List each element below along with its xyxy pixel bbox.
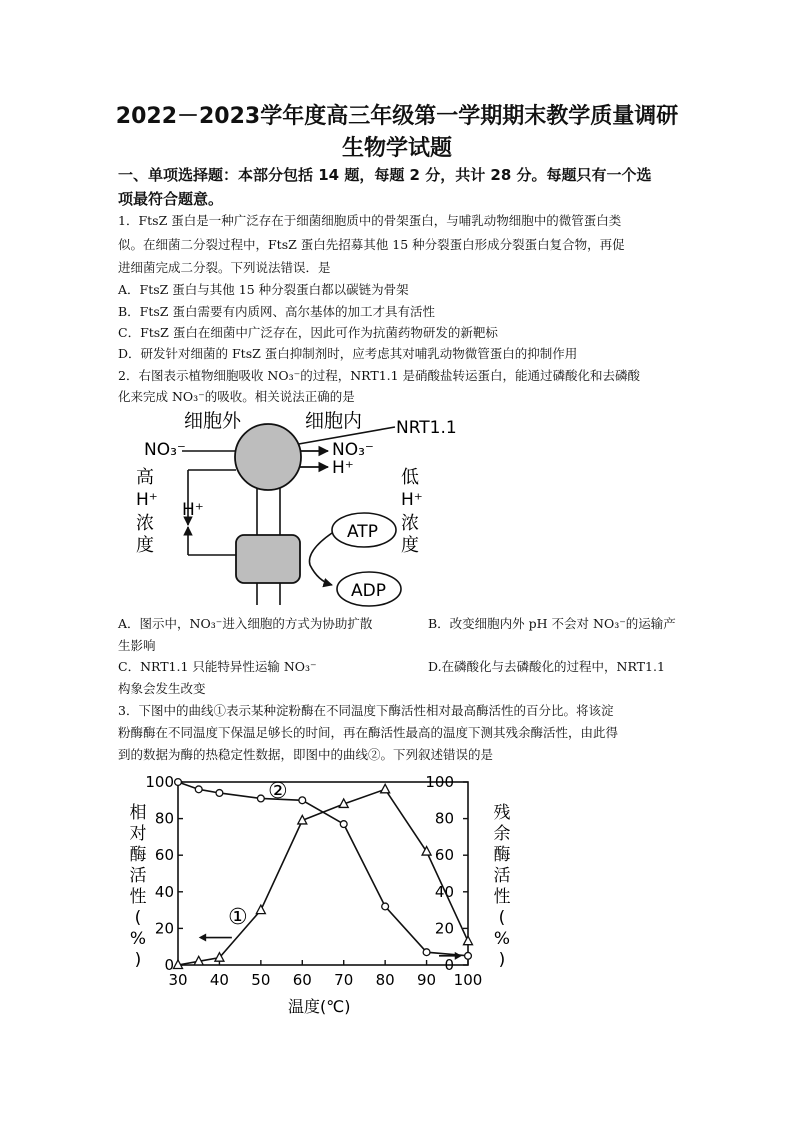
y-left-tick-label: 60 [154, 846, 174, 865]
section-heading-line1: 一、单项选择题：本部分包括 14 题，每题 2 分，共计 28 分。每题只有一个选 [118, 166, 652, 184]
q1-option-b: B．FtsZ 蛋白需要有内质网、高尔基体的加工才具有活性 [118, 304, 435, 319]
series-1-line [178, 789, 468, 965]
y-right-tick-label: 100 [425, 773, 454, 791]
y-right-axis-label-char: 活 [493, 866, 511, 886]
y-left-axis-label-char: 酶 [129, 845, 147, 865]
series-1-label: ① [228, 905, 248, 930]
q1-stem-line1: 1．FtsZ 蛋白是一种广泛存在于细菌细胞质中的骨架蛋白，与哺乳动物细胞中的微管蛋白类 [118, 213, 622, 228]
y-left-tick-label: 80 [154, 809, 174, 828]
y-right-tick-label: 20 [434, 919, 454, 938]
q1-stem-line3: 进细菌完成二分裂。下列说法错误．是 [118, 260, 331, 275]
y-left-axis-label-char: 相 [129, 803, 147, 823]
right-axis-pointer-head [455, 952, 462, 960]
y-left-axis-label-char: ( [134, 908, 142, 928]
adp-label: ADP [351, 581, 386, 601]
y-right-axis-label-char: 酶 [493, 845, 511, 865]
diagram-protein-label: NRT1.1 [396, 418, 457, 438]
x-tick-label: 70 [334, 971, 354, 989]
y-left-axis-label-char: 对 [129, 824, 147, 844]
series-2-line [178, 782, 468, 956]
nrt-protein-circle [235, 424, 301, 490]
y-right-axis-label-char: 残 [493, 803, 511, 823]
low-label-4: 度 [401, 535, 419, 556]
y-left-tick-label: 100 [145, 773, 174, 791]
series-2-point [382, 903, 389, 910]
y-right-tick-label: 40 [434, 882, 454, 901]
series-2-point [257, 795, 264, 802]
q2-option-b-cont: 生影响 [118, 638, 156, 653]
nrt-transport-diagram [118, 405, 478, 610]
series-1-point [381, 784, 390, 793]
q1-stem-line2: 似。在细菌二分裂过程中，FtsZ 蛋白先招募其他 15 种分裂蛋白形成分裂蛋白复合物，再促 [118, 237, 625, 252]
y-right-axis-label-char: ( [498, 908, 506, 928]
y-right-tick-label: 0 [444, 956, 454, 974]
q2-option-b: B．改变细胞内外 pH 不会对 NO₃⁻的运输产 [428, 616, 676, 631]
x-tick-label: 50 [251, 971, 271, 989]
y-left-axis-label-char: % [129, 929, 147, 949]
enzyme-activity-chart [118, 768, 518, 1028]
q3-stem-line1: 3．下图中的曲线①表示某种淀粉酶在不同温度下酶活性相对最高酶活性的百分比。将该淀 [118, 703, 614, 718]
q1-option-d: D．研发针对细菌的 FtsZ 蛋白抑制剂时，应考虑其对哺乳动物微管蛋白的抑制作用 [118, 346, 578, 361]
series-1-point [464, 936, 473, 945]
page-title: 2022－2023学年度高三年级第一学期期末教学质量调研 [115, 104, 679, 129]
q2-stem-line1: 2．右图表示植物细胞吸收 NO₃⁻的过程，NRT1.1 是硝酸盐转运蛋白，能通过磷酸化和去磷酸 [118, 368, 641, 383]
q1-option-a: A．FtsZ 蛋白与其他 15 种分裂蛋白都以碳链为骨架 [118, 282, 409, 297]
y-left-tick-label: 20 [154, 919, 174, 938]
q2-option-c: C．NRT1.1 只能特异性运输 NO₃⁻ [118, 659, 317, 674]
x-tick-label: 60 [292, 971, 312, 989]
proton-pump-box [236, 535, 300, 583]
q2-option-d-cont: 构象会发生改变 [118, 681, 206, 696]
y-right-tick-label: 80 [434, 809, 454, 828]
high-label-4: 度 [136, 535, 154, 556]
x-tick-label: 90 [417, 971, 437, 989]
x-tick-label: 100 [453, 971, 483, 989]
low-label-3: 浓 [401, 513, 419, 534]
series-2-label: ② [268, 779, 288, 804]
series-2-point [299, 797, 306, 804]
series-2-point [195, 786, 202, 793]
series-2-point [423, 949, 430, 956]
high-label-3: 浓 [136, 513, 154, 534]
atp-to-adp-arrow [309, 533, 332, 585]
diagram-no3-inside: NO₃⁻ [332, 440, 374, 460]
q2-option-a: A．图示中，NO₃⁻进入细胞的方式为协助扩散 [118, 616, 373, 631]
high-label-2: H⁺ [136, 490, 158, 510]
series-2-point [340, 821, 347, 828]
low-label-1: 低 [401, 467, 419, 488]
y-left-tick-label: 0 [164, 956, 174, 974]
x-axis-label: 温度(℃) [288, 997, 351, 1016]
high-label-1: 高 [136, 467, 154, 488]
y-left-axis-label-char: 活 [129, 866, 147, 886]
diagram-h-outside: H⁺ [182, 500, 204, 520]
diagram-outside-label: 细胞外 [184, 410, 242, 432]
y-right-axis-label-char: 余 [493, 824, 511, 844]
y-left-axis-label-char: ) [134, 950, 142, 970]
atp-label: ATP [347, 522, 378, 542]
section-heading-line2: 项最符合题意。 [118, 190, 224, 208]
series-2-point [175, 779, 182, 786]
series-2-point [216, 790, 223, 797]
y-right-axis-label-char: 性 [493, 887, 511, 907]
left-axis-pointer-head [199, 934, 206, 942]
x-tick-label: 40 [209, 971, 229, 989]
x-tick-label: 80 [375, 971, 395, 989]
diagram-h-inside: H⁺ [332, 458, 354, 478]
y-left-tick-label: 40 [154, 882, 174, 901]
y-left-axis-label-char: 性 [129, 887, 147, 907]
x-tick-label: 30 [168, 971, 188, 989]
q3-stem-line3: 到的数据为酶的热稳定性数据，即图中的曲线②。下列叙述错误的是 [118, 747, 494, 762]
q2-option-d: D.在磷酸化与去磷酸化的过程中，NRT1.1 [428, 659, 665, 674]
y-right-axis-label-char: % [493, 929, 511, 949]
y-right-tick-label: 60 [434, 846, 454, 865]
q3-stem-line2: 粉酶酶在不同温度下保温足够长的时间，再在酶活性最高的温度下测其残余酶活性，由此得 [118, 725, 619, 740]
low-label-2: H⁺ [401, 490, 423, 510]
page-subtitle: 生物学试题 [341, 136, 452, 161]
diagram-inside-label: 细胞内 [305, 410, 363, 432]
series-2-point [465, 952, 472, 959]
series-1-point [256, 905, 265, 914]
y-right-axis-label-char: ) [498, 950, 506, 970]
q2-stem-line2: 化来完成 NO₃⁻的吸收。相关说法正确的是 [118, 389, 355, 404]
diagram-no3-outside: NO₃⁻ [144, 440, 186, 460]
q1-option-c: C．FtsZ 蛋白在细菌中广泛存在，因此可作为抗菌药物研发的新靶标 [118, 325, 498, 340]
